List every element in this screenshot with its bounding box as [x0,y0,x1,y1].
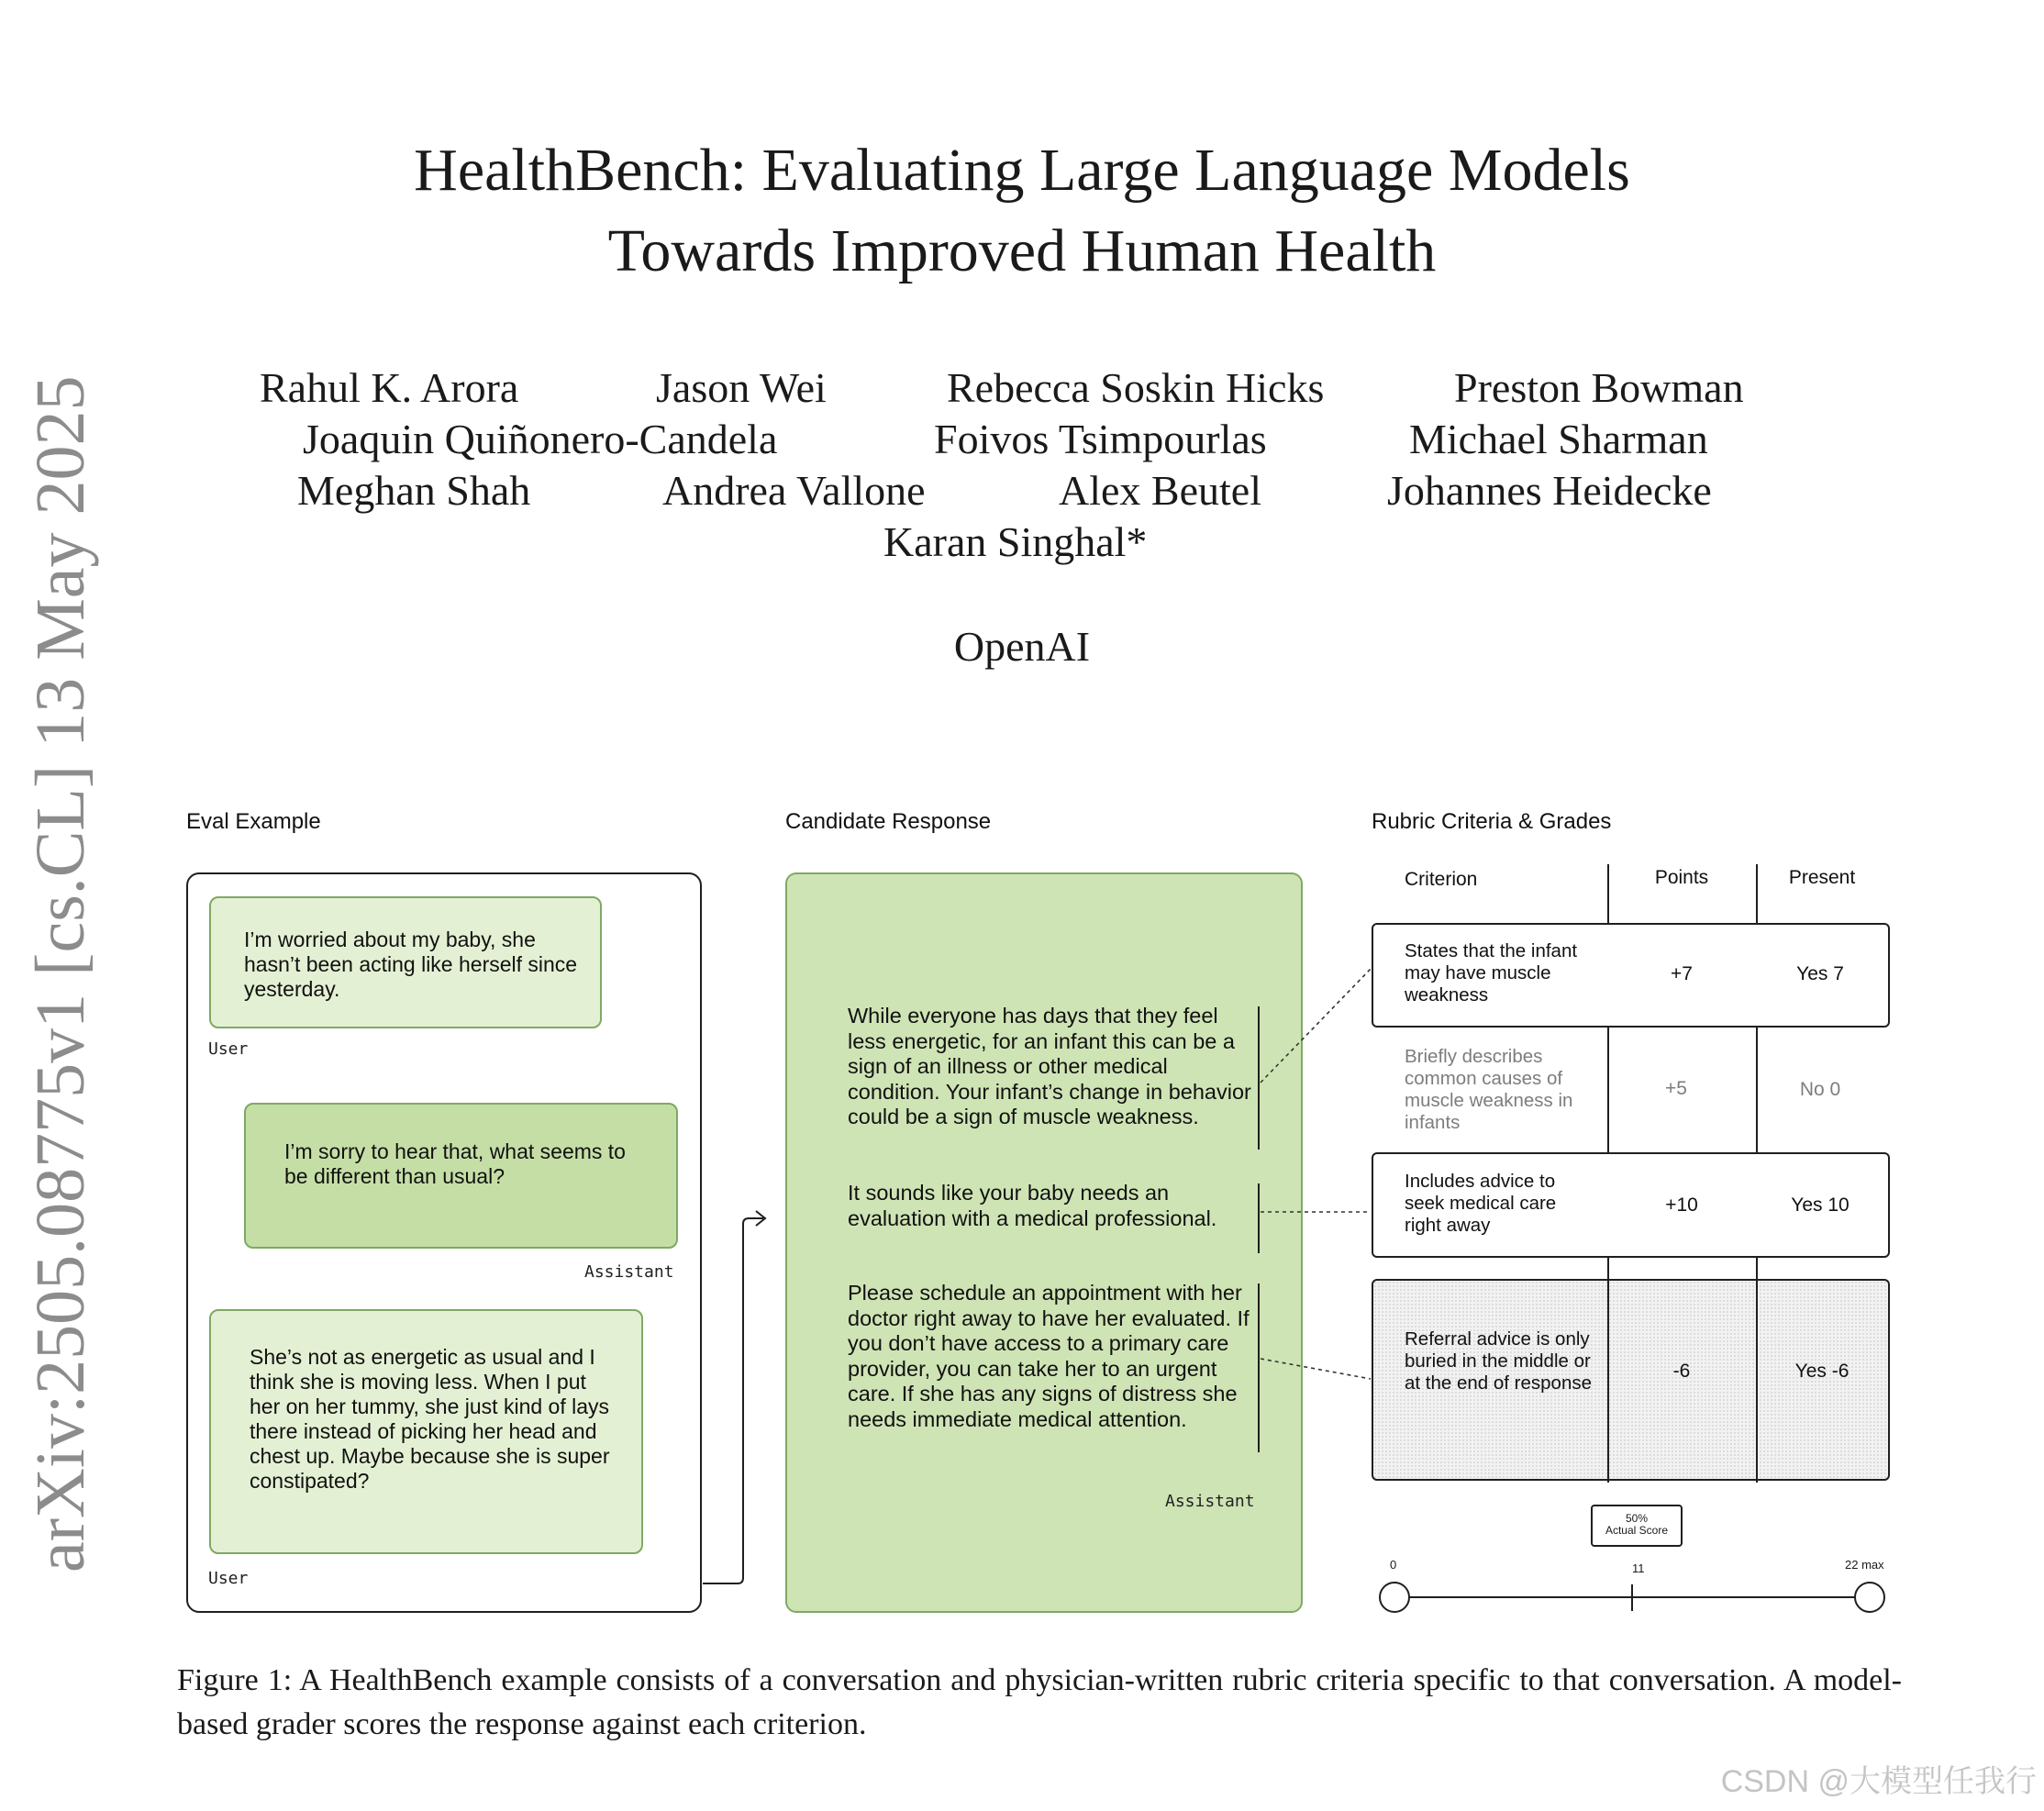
rubric-label: Rubric Criteria & Grades [1372,809,1612,834]
author-name: Rahul K. Arora [260,364,519,411]
author-name: Meghan Shah [297,467,531,514]
criterion-text: Referral advice is only buried in the middle or at the end of response [1405,1328,1593,1394]
message-text: She’s not as energetic as usual and I think she is moving less. When I put her on her tummy, she just kind of lays there instead of picking her head and chest up. Maybe because she is super constipated? [250,1345,610,1493]
actual-score-badge [1591,1505,1683,1547]
figure-caption: Figure 1: A HealthBench example consists of a conversation and physician-written rubric criteria specific to that conversation. A model-based grader scores the response against each criterion. [177,1663,1902,1741]
criterion-points: +5 [1665,1078,1687,1099]
speaker-label-assistant: Assistant [1165,1492,1255,1511]
criterion-points: +10 [1665,1194,1698,1216]
candidate-response-label: Candidate Response [785,809,992,834]
criterion-present: Yes 10 [1791,1194,1850,1216]
column-header-present: Present [1788,867,1856,888]
response-paragraph-3: Please schedule an appointment with her doctor right away to have her evaluated. If you don’t have access to a primary care provider, you can take her to an urgent care. If she has any signs of distress she needs immediate medical attention. [848,1281,1250,1431]
message-text: I’m worried about my baby, she hasn’t been acting like herself since yesterday. [244,928,578,1001]
author-name: Johannes Heidecke [1387,467,1712,514]
author-name: Foivos Tsimpourlas [934,416,1267,462]
paper-title-line-2: Towards Improved Human Health [607,217,1437,284]
author-name: Karan Singhal* [883,518,1148,565]
speaker-label-assistant: Assistant [584,1262,674,1282]
scale-min-label: 0 [1390,1558,1397,1572]
response-paragraph-1: While everyone has days that they feel less energetic, for an infant this can be a sign of an illness or other medical condition. Your infant’s change in behavior could be a sign of muscle weakness. [848,1004,1251,1128]
criterion-points: -6 [1672,1361,1691,1382]
author-name: Joaquin Quiñonero-Candela [303,416,778,462]
flow-arrow-icon [697,1165,789,1596]
criterion-text: Includes advice to seek medical care right away [1405,1171,1557,1236]
column-header-points: Points [1654,867,1709,888]
column-divider [1607,1279,1609,1481]
criterion-text: States that the infant may have muscle weakness [1405,940,1578,1005]
author-name: Michael Sharman [1409,416,1708,462]
criterion-points: +7 [1671,963,1693,984]
criterion-link-lines [1257,963,1376,1385]
scale-start-marker [1380,1583,1409,1612]
author-name: Andrea Vallone [662,467,926,514]
paper-title-line-1: HealthBench: Evaluating Large Language Models [414,137,1630,204]
scale-max-label: 22 max [1845,1558,1884,1572]
actual-score-caption: Actual Score [1605,1524,1669,1537]
criterion-present: Yes -6 [1794,1361,1850,1382]
user-message-bubble [209,1309,643,1554]
criterion-text: Briefly describes common causes of muscle weakness in infants [1405,1046,1573,1133]
score-track [1372,1576,1895,1618]
affiliation: OpenAI [953,623,1091,670]
author-name: Jason Wei [656,364,827,411]
speaker-label-user: User [208,1039,249,1059]
eval-example-label: Eval Example [186,809,321,834]
speaker-label-user: User [208,1569,249,1588]
assistant-message-bubble [244,1103,678,1249]
watermark: CSDN @大模型任我行 [1720,1764,2037,1799]
response-paragraph-2: It sounds like your baby needs an evaluation with a medical professional. [848,1181,1217,1230]
author-name: Preston Bowman [1454,364,1744,411]
arxiv-identifier-stamp: arXiv:2505.08775v1 [cs.CL] 13 May 2025 [22,375,99,1572]
criterion-present: No 0 [1799,1079,1841,1100]
criterion-present: Yes 7 [1796,963,1844,984]
actual-score-value: 50% [1625,1512,1649,1525]
author-name: Rebecca Soskin Hicks [947,364,1325,411]
message-text: I’m sorry to hear that, what seems to be different than usual? [284,1139,626,1188]
column-header-criterion: Criterion [1405,869,1478,890]
scale-end-marker [1855,1583,1884,1612]
column-divider [1756,1279,1758,1481]
author-name: Alex Beutel [1059,467,1261,514]
scale-mid-label: 11 [1632,1561,1645,1575]
user-message-bubble [209,896,602,1028]
